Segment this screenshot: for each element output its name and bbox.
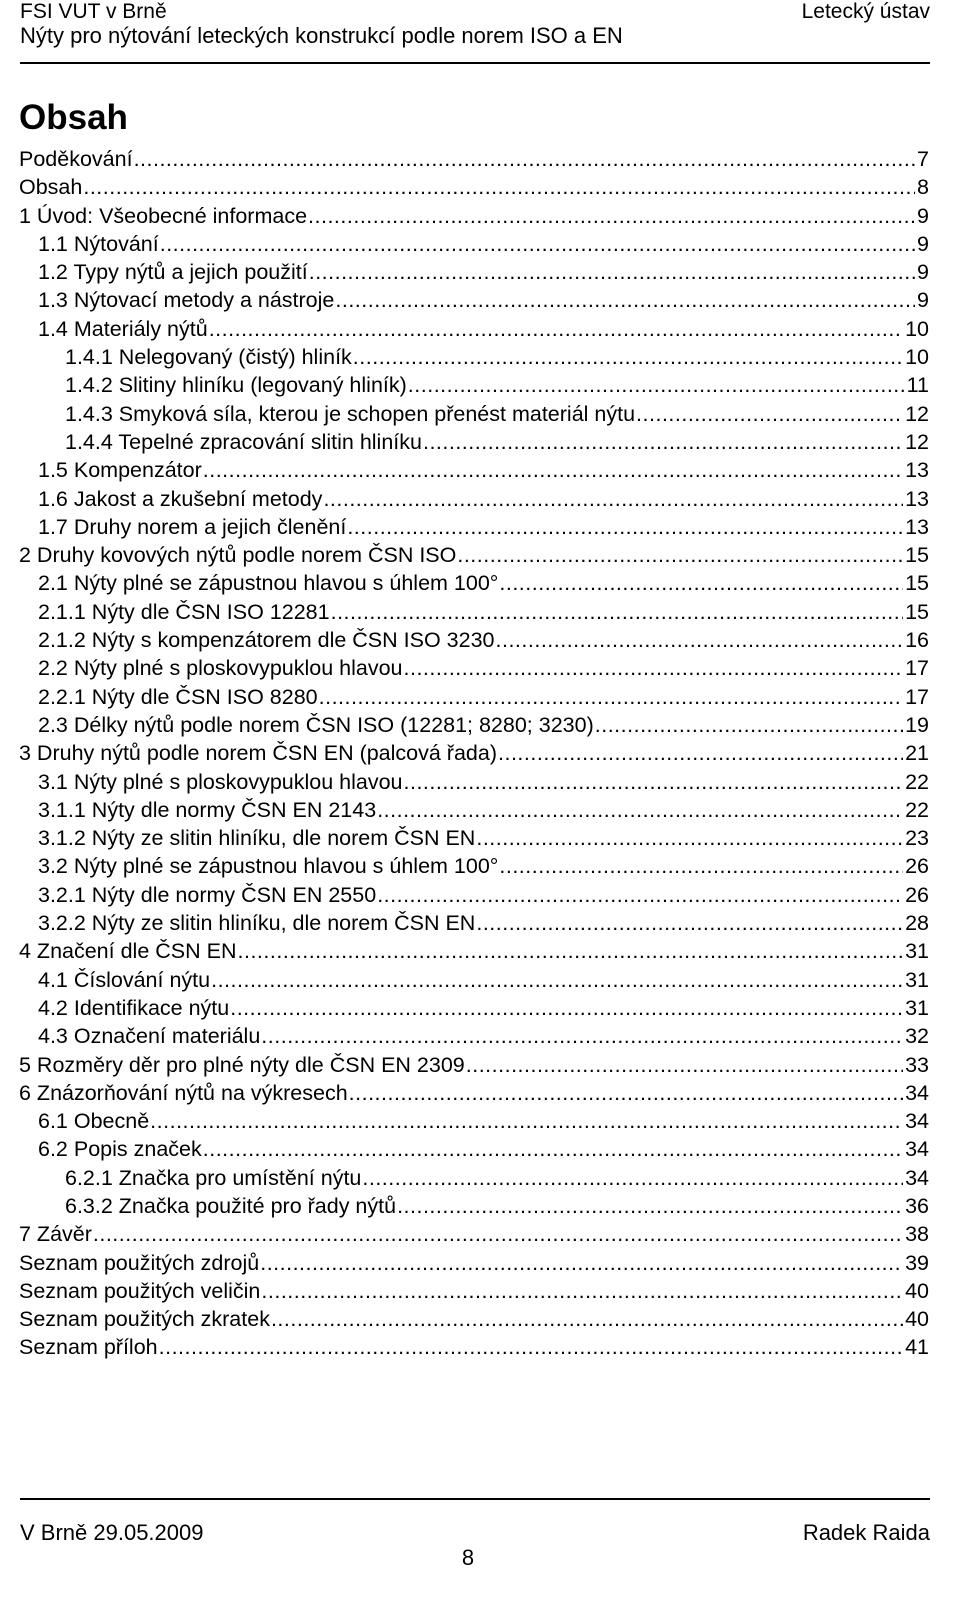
- toc-entry-page-number: 13: [905, 514, 929, 539]
- toc-entry-label: Seznam použitých zkratek: [19, 1307, 270, 1332]
- toc-entry-page-number: 10: [905, 316, 929, 341]
- toc-dot-leader: [150, 1107, 903, 1135]
- toc-dot-leader: [203, 456, 903, 484]
- toc-dot-leader: [496, 626, 904, 654]
- toc-dot-leader: [160, 230, 915, 258]
- toc-entry-page-number: 8: [917, 175, 929, 200]
- toc-entry-label: 6 Znázorňování nýtů na výkresech: [19, 1080, 348, 1105]
- toc-entry-page-number: 15: [905, 571, 929, 596]
- toc-entry-page-number: 15: [905, 599, 929, 624]
- toc-entry[interactable]: [19, 1051, 929, 1079]
- toc-entry[interactable]: [19, 1022, 929, 1050]
- toc-dot-leader: [595, 711, 903, 739]
- toc-entry[interactable]: [19, 371, 929, 399]
- toc-dot-leader: [209, 315, 903, 343]
- toc-entry-page-number: 31: [905, 995, 929, 1020]
- toc-dot-leader: [203, 1135, 903, 1163]
- toc-entry-page-number: 32: [905, 1024, 929, 1049]
- toc-dot-leader: [323, 485, 903, 513]
- toc-dot-leader: [230, 994, 903, 1022]
- toc-entry[interactable]: [19, 400, 929, 428]
- toc-entry-label: 6.2 Popis značek: [38, 1137, 202, 1162]
- toc-entry-label: 5 Rozměry děr pro plné nýty dle ČSN EN 2309: [19, 1052, 465, 1077]
- toc-entry[interactable]: [19, 1079, 929, 1107]
- toc-dot-leader: [261, 1277, 903, 1305]
- toc-entry-page-number: 11: [906, 373, 929, 398]
- toc-dot-leader: [404, 654, 904, 682]
- toc-entry[interactable]: [19, 485, 929, 513]
- toc-entry-label: 3.2.2 Nýty ze slitin hliníku, dle norem ČSN EN: [38, 911, 476, 936]
- toc-entry-page-number: 12: [905, 429, 929, 454]
- toc-entry[interactable]: [19, 768, 929, 796]
- toc-dot-leader: [211, 966, 903, 994]
- toc-entry-page-number: 41: [905, 1335, 929, 1360]
- toc-entry[interactable]: [19, 1220, 929, 1248]
- toc-dot-leader: [349, 1079, 903, 1107]
- toc-dot-leader: [271, 1305, 903, 1333]
- toc-dot-leader: [404, 768, 904, 796]
- toc-entry-label: 6.3.2 Značka použité pro řady nýtů: [65, 1193, 397, 1218]
- toc-entry[interactable]: [19, 994, 929, 1022]
- toc-entry[interactable]: [19, 173, 929, 201]
- toc-dot-leader: [476, 824, 903, 852]
- toc-dot-leader: [466, 1051, 903, 1079]
- toc-entry-page-number: 9: [917, 231, 929, 256]
- toc-entry[interactable]: [19, 145, 929, 173]
- toc-entry-page-number: 38: [905, 1222, 929, 1247]
- toc-entry[interactable]: [19, 569, 929, 597]
- toc-entry-page-number: 34: [905, 1165, 929, 1190]
- toc-dot-leader: [83, 173, 915, 201]
- header-department: Letecký ústav: [801, 0, 930, 23]
- toc-dot-leader: [499, 569, 903, 597]
- toc-entry-page-number: 12: [905, 401, 929, 426]
- toc-entry-label: 3.1 Nýty plné s ploskovypuklou hlavou: [38, 769, 403, 794]
- toc-entry-label: 3.2.1 Nýty dle normy ČSN EN 2550: [38, 882, 377, 907]
- toc-entry-label: 2.1 Nýty plné se zápustnou hlavou s úhlem 100°: [38, 571, 499, 596]
- toc-entry-page-number: 9: [917, 260, 929, 285]
- toc-dot-leader: [397, 1192, 903, 1220]
- toc-entry-label: 4.3 Označení materiálu: [38, 1024, 261, 1049]
- toc-dot-leader: [353, 343, 903, 371]
- toc-entry-label: 3 Druhy nýtů podle norem ČSN EN (palcová řada): [19, 741, 497, 766]
- toc-entry-label: 4.1 Číslování nýtu: [38, 967, 211, 992]
- toc-entry[interactable]: [19, 1107, 929, 1135]
- toc-entry-label: 1.7 Druhy norem a jejich členění: [38, 514, 347, 539]
- toc-entry-label: 2.1.2 Nýty s kompenzátorem dle ČSN ISO 3230: [38, 628, 495, 653]
- toc-dot-leader: [636, 400, 903, 428]
- toc-entry-label: 1.6 Jakost a zkušební metody: [38, 486, 323, 511]
- toc-entry-page-number: 40: [905, 1278, 929, 1303]
- toc-entry-label: 1.1 Nýtování: [38, 231, 159, 256]
- toc-dot-leader: [308, 202, 915, 230]
- toc-entry-label: Seznam příloh: [19, 1335, 158, 1360]
- toc-entry-page-number: 13: [905, 486, 929, 511]
- toc-entry-label: 2.2.1 Nýty dle ČSN ISO 8280: [38, 684, 318, 709]
- toc-entry[interactable]: [19, 739, 929, 767]
- toc-dot-leader: [319, 683, 903, 711]
- toc-entry-label: Seznam použitých veličin: [19, 1278, 261, 1303]
- toc-dot-leader: [260, 1249, 903, 1277]
- header-institution: FSI VUT v Brně: [20, 0, 167, 23]
- page-number: 8: [461, 1545, 475, 1570]
- toc-entry[interactable]: [19, 909, 929, 937]
- toc-entry-label: 2.3 Délky nýtů podle norem ČSN ISO (12281; 8280; 3230): [38, 712, 594, 737]
- toc-entry-label: Seznam použitých zdrojů: [19, 1250, 260, 1275]
- toc-entry-label: 4 Značení dle ČSN EN: [19, 939, 237, 964]
- toc-entry-page-number: 21: [905, 741, 929, 766]
- toc-entry-label: 2.1.1 Nýty dle ČSN ISO 12281: [38, 599, 330, 624]
- toc-entry[interactable]: [19, 711, 929, 739]
- toc-entry[interactable]: [19, 541, 929, 569]
- toc-entry[interactable]: [19, 1305, 929, 1333]
- toc-entry[interactable]: [19, 258, 929, 286]
- footer-place-date: V Brně 29.05.2009: [20, 1520, 204, 1545]
- toc-dot-leader: [423, 428, 903, 456]
- toc-entry-label: 1.4.3 Smyková síla, kterou je schopen přenést materiál nýtu: [65, 401, 636, 426]
- toc-dot-leader: [498, 739, 903, 767]
- toc-dot-leader: [476, 909, 903, 937]
- toc-entry-label: Obsah: [19, 175, 83, 200]
- toc-entry-label: 1.4.1 Nelegovaný (čistý) hliník: [65, 345, 352, 370]
- toc-entry-page-number: 16: [905, 628, 929, 653]
- toc-entry-page-number: 13: [905, 458, 929, 483]
- footer-author: Radek Raida: [802, 1520, 930, 1545]
- toc-dot-leader: [134, 145, 915, 173]
- toc-entry-page-number: 23: [905, 826, 929, 851]
- toc-entry-page-number: 22: [905, 769, 929, 794]
- toc-entry[interactable]: [19, 1333, 929, 1361]
- toc-entry[interactable]: [19, 937, 929, 965]
- toc-entry-label: 1.5 Kompenzátor: [38, 458, 202, 483]
- toc-entry[interactable]: [19, 202, 929, 230]
- toc-dot-leader: [457, 541, 903, 569]
- page-header: [20, 0, 930, 64]
- toc-entry-page-number: 26: [905, 854, 929, 879]
- toc-dot-leader: [347, 513, 903, 541]
- toc-entry[interactable]: [19, 456, 929, 484]
- page-title: Obsah: [19, 98, 128, 137]
- toc-entry-page-number: 22: [905, 797, 929, 822]
- toc-entry-page-number: 10: [905, 345, 929, 370]
- toc-entry[interactable]: [19, 824, 929, 852]
- toc-entry-label: 1 Úvod: Všeobecné informace: [19, 203, 308, 228]
- toc-dot-leader: [362, 1164, 903, 1192]
- toc-entry[interactable]: [19, 796, 929, 824]
- toc-entry-page-number: 17: [905, 684, 929, 709]
- toc-dot-leader: [159, 1333, 903, 1361]
- toc-entry[interactable]: [19, 626, 929, 654]
- toc-entry-page-number: 15: [905, 543, 929, 568]
- toc-entry-page-number: 31: [905, 939, 929, 964]
- toc-dot-leader: [331, 598, 903, 626]
- toc-entry-label: 1.4.4 Tepelné zpracování slitin hliníku: [65, 429, 422, 454]
- toc-dot-leader: [377, 796, 903, 824]
- toc-entry-label: 3.1.2 Nýty ze slitin hliníku, dle norem ČSN EN: [38, 826, 476, 851]
- toc-entry-page-number: 33: [905, 1052, 929, 1077]
- toc-dot-leader: [261, 1022, 903, 1050]
- toc-entry[interactable]: [19, 683, 929, 711]
- toc-entry-label: 6.2.1 Značka pro umístění nýtu: [65, 1165, 362, 1190]
- toc-entry-page-number: 17: [905, 656, 929, 681]
- toc-entry[interactable]: [19, 598, 929, 626]
- toc-entry-label: 2.2 Nýty plné s ploskovypuklou hlavou: [38, 656, 403, 681]
- toc-entry-label: Poděkování: [19, 147, 133, 171]
- toc-entry-page-number: 19: [905, 712, 929, 737]
- toc-entry-label: 3.2 Nýty plné se zápustnou hlavou s úhlem 100°: [38, 854, 499, 879]
- toc-entry[interactable]: [19, 1277, 929, 1305]
- toc-entry-label: 7 Závěr: [19, 1222, 92, 1247]
- toc-entry-label: 1.4 Materiály nýtů: [38, 316, 208, 341]
- toc-entry-page-number: 26: [905, 882, 929, 907]
- toc-entry-page-number: 9: [917, 288, 929, 313]
- toc-dot-leader: [408, 371, 905, 399]
- toc-entry[interactable]: [19, 286, 929, 314]
- toc-entry-label: 1.3 Nýtovací metody a nástroje: [38, 288, 335, 313]
- toc-entry[interactable]: [19, 1249, 929, 1277]
- toc-entry-page-number: 34: [905, 1080, 929, 1105]
- toc-entry[interactable]: [19, 1192, 929, 1220]
- toc-entry-page-number: 34: [905, 1109, 929, 1134]
- toc-entry[interactable]: [19, 513, 929, 541]
- toc-entry-label: 4.2 Identifikace nýtu: [38, 995, 230, 1020]
- toc-entry-label: 2 Druhy kovových nýtů podle norem ČSN ISO: [19, 543, 457, 568]
- toc-entry[interactable]: [19, 852, 929, 880]
- toc-entry-page-number: 36: [905, 1193, 929, 1218]
- toc-entry[interactable]: [19, 881, 929, 909]
- toc-entry[interactable]: [19, 1164, 929, 1192]
- toc-dot-leader: [377, 881, 903, 909]
- toc-entry[interactable]: [19, 966, 929, 994]
- toc-dot-leader: [93, 1220, 903, 1248]
- toc-dot-leader: [335, 286, 915, 314]
- toc-entry-page-number: 34: [905, 1137, 929, 1162]
- toc-entry-page-number: 9: [917, 203, 929, 228]
- table-of-contents: [19, 145, 929, 1362]
- toc-entry[interactable]: [19, 654, 929, 682]
- toc-entry[interactable]: [19, 428, 929, 456]
- toc-entry-label: 6.1 Obecně: [38, 1109, 150, 1134]
- toc-entry[interactable]: [19, 230, 929, 258]
- toc-entry-page-number: 7: [917, 147, 929, 171]
- toc-entry-page-number: 31: [905, 967, 929, 992]
- toc-entry-page-number: 28: [905, 911, 929, 936]
- toc-entry-page-number: 40: [905, 1307, 929, 1332]
- toc-entry-label: 1.4.2 Slitiny hliníku (legovaný hliník): [65, 373, 407, 398]
- toc-dot-leader: [499, 852, 903, 880]
- toc-entry-page-number: 39: [905, 1250, 929, 1275]
- toc-entry[interactable]: [19, 1135, 929, 1163]
- toc-entry[interactable]: [19, 343, 929, 371]
- toc-entry-label: 1.2 Typy nýtů a jejich použití: [38, 260, 308, 285]
- toc-dot-leader: [238, 937, 904, 965]
- toc-dot-leader: [309, 258, 915, 286]
- toc-entry-label: 3.1.1 Nýty dle normy ČSN EN 2143: [38, 797, 377, 822]
- header-document-title: Nýty pro nýtování leteckých konstrukcí podle norem ISO a EN: [20, 23, 623, 48]
- toc-entry[interactable]: [19, 315, 929, 343]
